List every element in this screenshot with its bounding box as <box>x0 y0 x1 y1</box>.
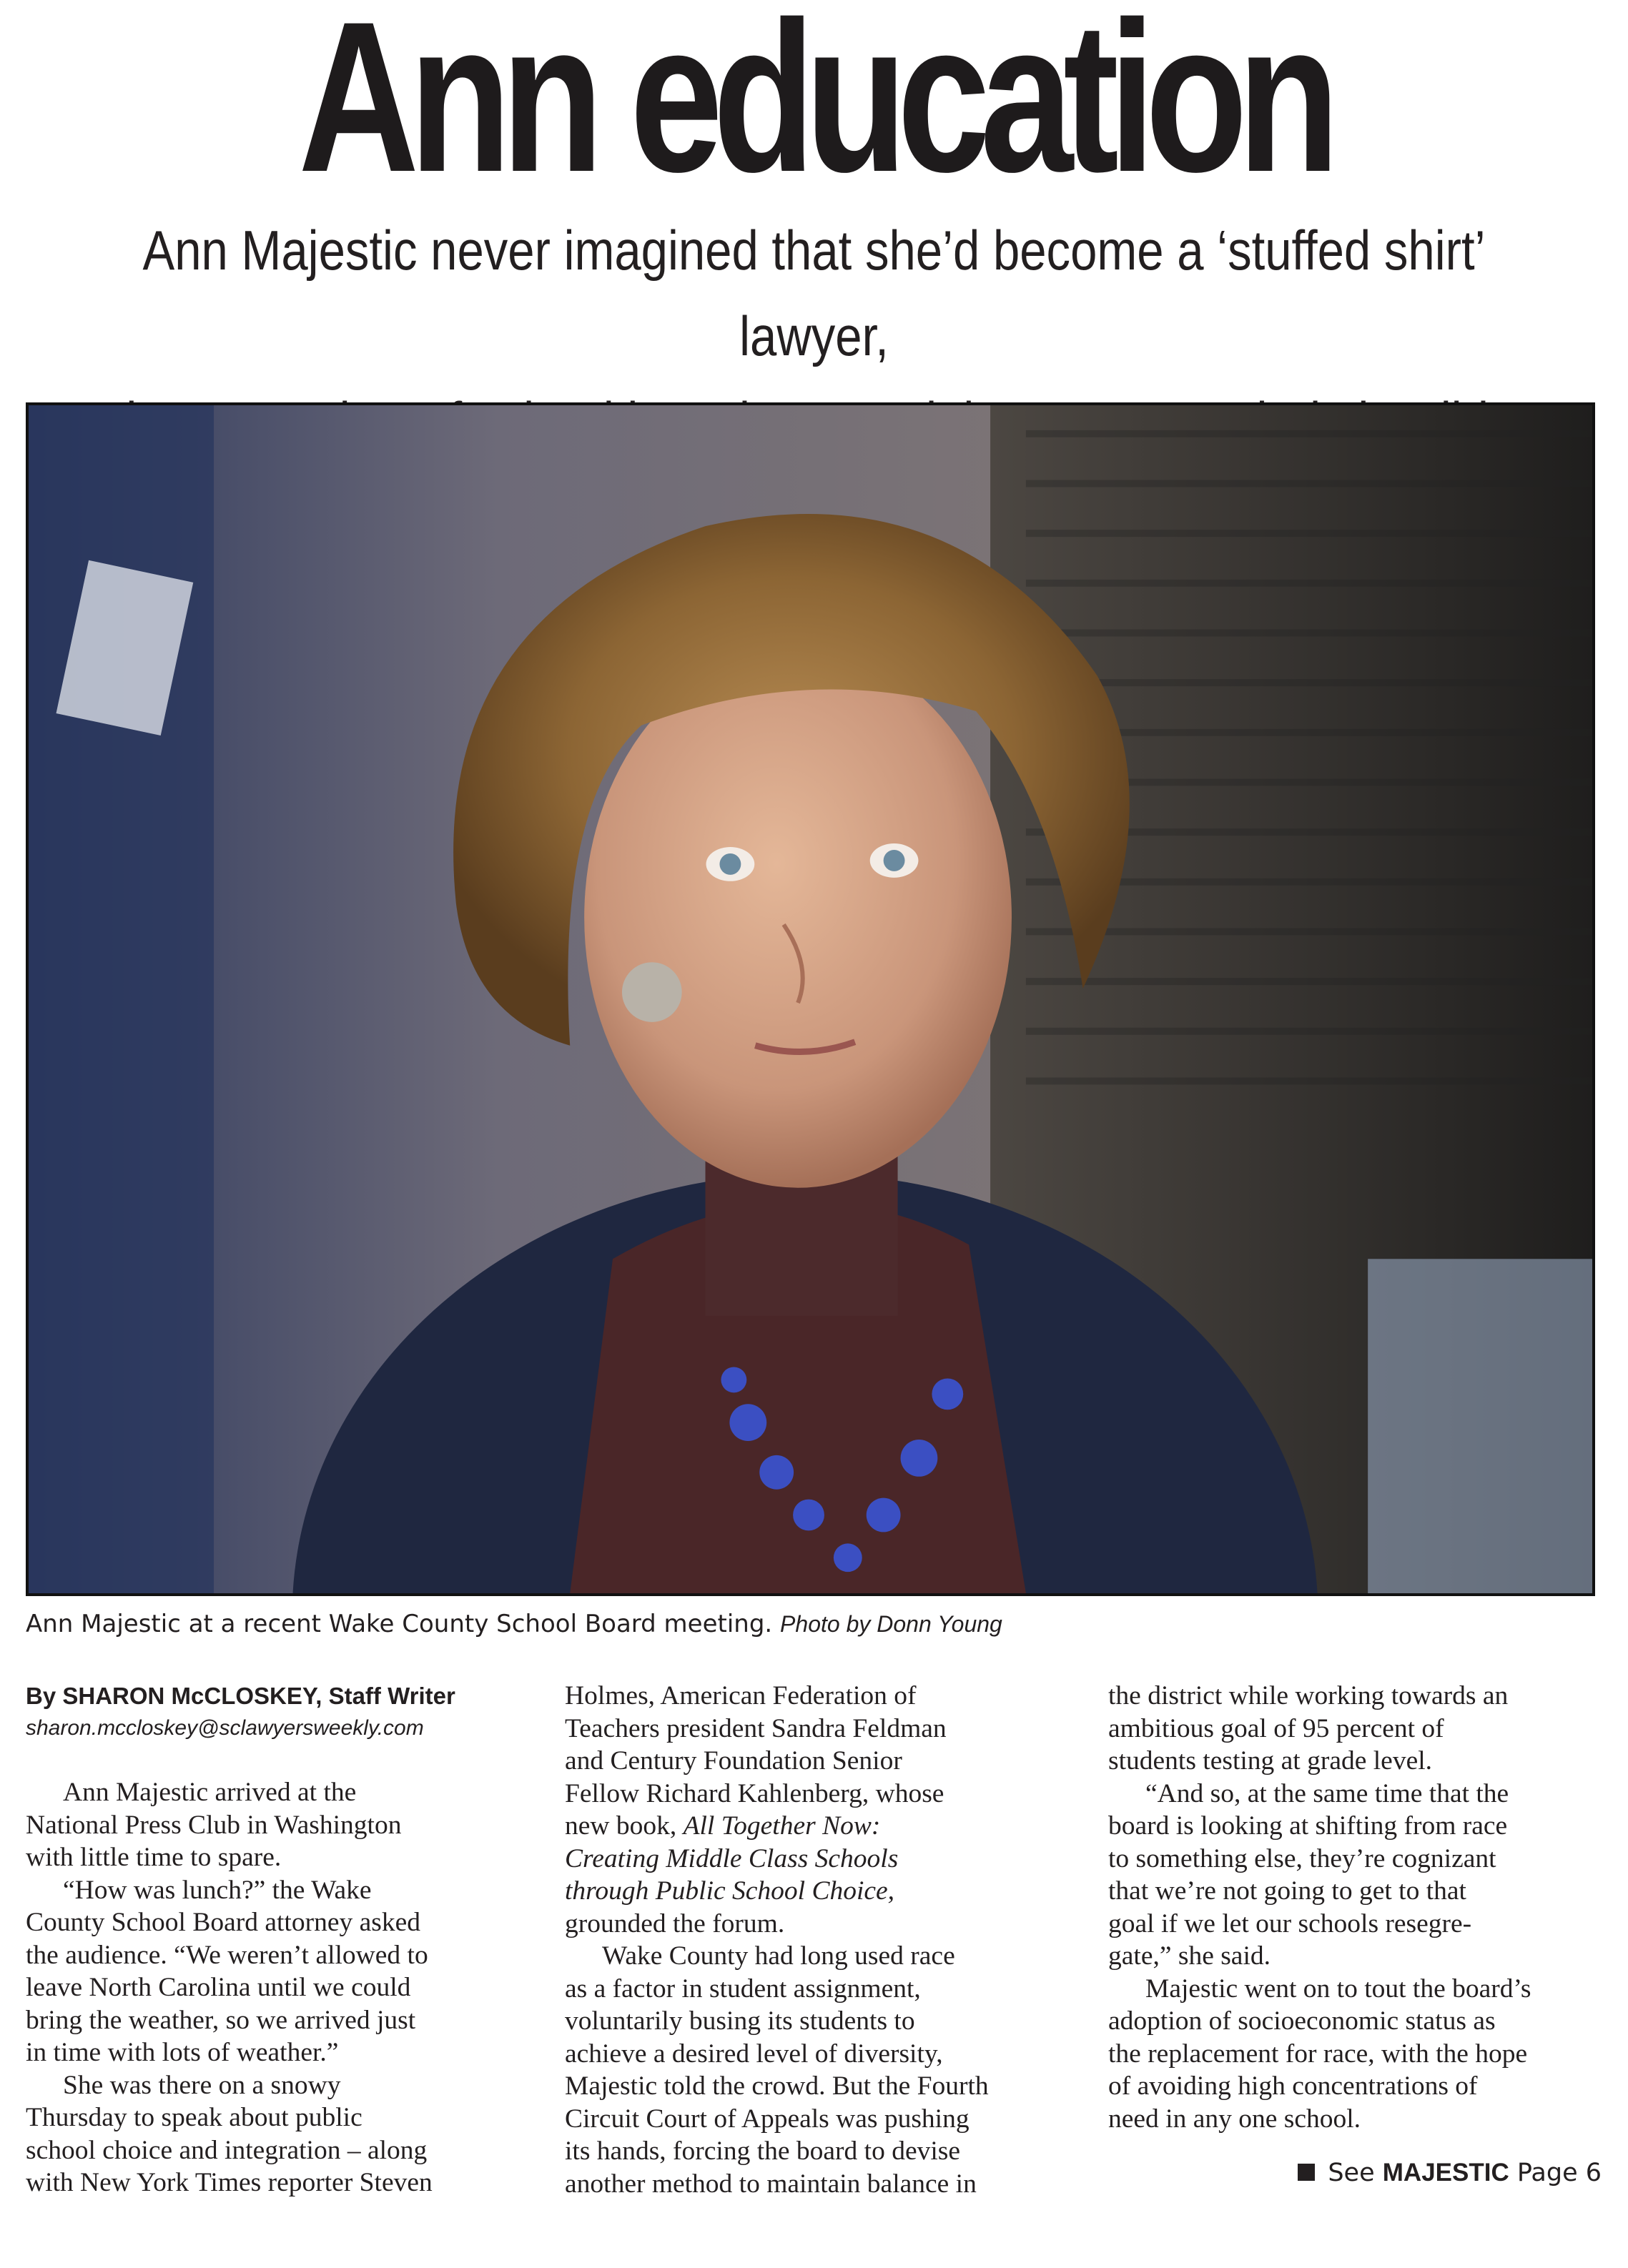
book-title: Creating Middle Class Schools <box>565 1843 899 1873</box>
text-line: the replacement for race, with the hope <box>1108 2039 1528 2069</box>
text-line: as a factor in student assignment, <box>565 1974 921 2004</box>
text-line: adoption of socioeconomic status as <box>1108 2006 1496 2036</box>
text-line: students testing at grade level. <box>1108 1746 1433 1776</box>
author-email: sharon.mccloskey@sclawyersweekly.com <box>26 1716 424 1740</box>
article-column-1 <box>26 1680 519 2199</box>
article-column-2 <box>565 1680 1058 2200</box>
text-line: She was there on a snowy <box>63 2070 341 2100</box>
text-line: Majestic told the crowd. But the Fourth <box>565 2071 989 2101</box>
book-title: All Together Now: <box>683 1811 881 1841</box>
text-line: National Press Club in Washington <box>26 1810 402 1840</box>
deck-line-1: Ann Majestic never imagined that she’d become a ‘stuffed shirt’ lawyer, <box>142 219 1486 367</box>
text-line: “How was lunch?” the Wake <box>63 1875 372 1905</box>
continued-jump-line[interactable] <box>1108 2159 1602 2187</box>
text-line: achieve a desired level of diversity, <box>565 2039 943 2069</box>
text-line: Wake County had long used race <box>602 1941 955 1971</box>
byline: By SHARON McCLOSKEY, Staff Writer <box>26 1683 455 1709</box>
text-line: board is looking at shifting from race <box>1108 1811 1508 1841</box>
text-line: goal if we let our schools resegre- <box>1108 1908 1472 1938</box>
text-line <box>565 1810 1058 1843</box>
text-line: of avoiding high concentrations of <box>1108 2071 1478 2101</box>
text-line: the district while working towards an <box>1108 1681 1509 1710</box>
photo-caption <box>26 1610 1599 1638</box>
text-line: and Century Foundation Senior <box>565 1746 902 1776</box>
jump-name: MAJESTIC <box>1382 2159 1509 2187</box>
text-fragment: new book, <box>565 1811 684 1841</box>
text-line <box>565 1843 1058 1876</box>
caption-text: Ann Majestic at a recent Wake County School Board meeting. <box>26 1610 773 1638</box>
text-line: school choice and integration – along <box>26 2135 428 2165</box>
photo-credit: Photo by Donn Young <box>780 1611 1002 1637</box>
text-line: “And so, at the same time that the <box>1145 1778 1509 1808</box>
text-line: Ann Majestic arrived at the <box>63 1778 357 1807</box>
text-line: its hands, forcing the board to devise <box>565 2136 960 2166</box>
text-line: with little time to spare. <box>26 1843 282 1872</box>
headline: Ann education <box>298 0 1330 217</box>
text-line: to something else, they’re cognizant <box>1108 1843 1496 1873</box>
text-line: Fellow Richard Kahlenberg, whose <box>565 1778 944 1808</box>
text-line: leave North Carolina until we could <box>26 1973 411 2002</box>
text-line: that we’re not going to get to that <box>1108 1876 1466 1906</box>
text-line: gate,” she said. <box>1108 1941 1271 1971</box>
text-line: Holmes, American Federation of <box>565 1681 917 1710</box>
text-line: in time with lots of weather.” <box>26 2038 339 2067</box>
text-line: with New York Times reporter Steven <box>26 2168 433 2197</box>
text-line: bring the weather, so we arrived just <box>26 2005 416 2035</box>
text-line: grounded the forum. <box>565 1908 785 1938</box>
square-bullet-icon <box>1298 2164 1315 2181</box>
jump-page: Page 6 <box>1516 2159 1602 2187</box>
text-line: the audience. “We weren’t allowed to <box>26 1940 428 1970</box>
text-line: Majestic went on to tout the board’s <box>1145 1974 1531 2004</box>
text-line: Thursday to speak about public <box>26 2103 362 2132</box>
portrait-photo <box>26 402 1595 1596</box>
text-line: voluntarily busing its students to <box>565 2006 915 2036</box>
text-line: County School Board attorney asked <box>26 1908 420 1937</box>
text-line: Teachers president Sandra Feldman <box>565 1713 947 1743</box>
text-line <box>565 1875 1058 1908</box>
text-line: ambitious goal of 95 percent of <box>1108 1713 1444 1743</box>
book-title: through Public School Choice, <box>565 1876 895 1906</box>
text-line: Circuit Court of Appeals was pushing <box>565 2104 970 2134</box>
text-line: need in any one school. <box>1108 2104 1361 2134</box>
article-column-3 <box>1108 1680 1602 2135</box>
jump-see: See <box>1328 2159 1375 2187</box>
text-line: another method to maintain balance in <box>565 2169 977 2199</box>
